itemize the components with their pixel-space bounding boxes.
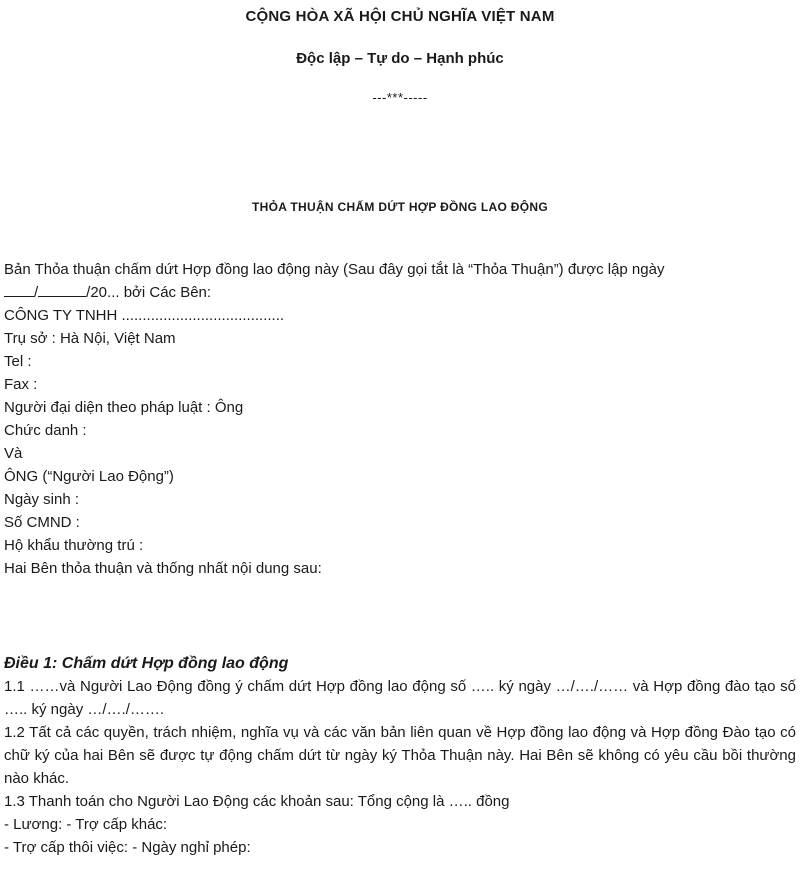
date-tail: /20... bởi Các Bên:: [86, 284, 212, 301]
company-name-line: CÔNG TY TNHH .......................................: [4, 307, 285, 324]
id-number-line: Số CMND :: [4, 514, 80, 531]
position-line: Chức danh :: [4, 422, 87, 439]
birthdate-line: Ngày sinh :: [4, 491, 80, 508]
clause-1-3: 1.3 Thanh toán cho Người Lao Động các khoản sau: Tổng cộng là ….. đồng: [4, 793, 510, 810]
employee-line: ÔNG (“Người Lao Động”): [4, 468, 174, 485]
document-title: THỎA THUẬN CHẤM DỨT HỢP ĐỒNG LAO ĐỘNG: [252, 200, 548, 214]
agreement-intro-line: Hai Bên thỏa thuận và thống nhất nội dung sau:: [4, 560, 322, 577]
clause-1-2: 1.2 Tất cả các quyền, trách nhiệm, nghĩa vụ và các văn bản liên quan về Hợp đồng lao động và Hợp đồng Đào tạo có chữ ký của hai Bên sẽ được tự động chấm dứt từ ngày ký Thỏa Thuận này. Hai Bên sẽ không có yêu cầu bồi thường nào khác.: [4, 724, 796, 787]
date-separator: /: [34, 284, 39, 301]
intro-text: Bản Thỏa thuận chấm dứt Hợp đồng lao động này (Sau đây gọi tắt là “Thỏa Thuận”) được lập ngày: [4, 261, 665, 278]
date-month-blank: [38, 282, 86, 297]
intro-section: [4, 258, 796, 580]
fax-line: Fax :: [4, 376, 38, 393]
intro-paragraph: [4, 258, 796, 304]
national-title: CỘNG HÒA XÃ HỘI CHỦ NGHĨA VIỆT NAM: [245, 8, 555, 25]
header-separator: ---***-----: [372, 90, 428, 105]
national-motto: Độc lập – Tự do – Hạnh phúc: [296, 50, 504, 67]
residence-line: Hộ khẩu thường trú :: [4, 537, 144, 554]
legal-representative-line: Người đại diện theo pháp luật : Ông: [4, 399, 244, 416]
payment-item-severance: - Trợ cấp thôi việc: - Ngày nghỉ phép:: [4, 839, 251, 856]
and-line: Và: [4, 445, 23, 462]
clause-1-1: 1.1 ……và Người Lao Động đồng ý chấm dứt Hợp đồng lao động số ….. ký ngày …/…./…… và Hợp đồng đào tạo số ….. ký ngày …/…./…….: [4, 678, 796, 718]
payment-item-salary: - Lương: - Trợ cấp khác:: [4, 816, 168, 833]
article-1: [4, 652, 796, 859]
article-1-heading: Điều 1: Chấm dứt Hợp đồng lao động: [4, 655, 289, 672]
date-day-blank: [4, 282, 34, 297]
headquarters-line: Trụ sở : Hà Nội, Việt Nam: [4, 330, 176, 347]
tel-line: Tel :: [4, 353, 32, 370]
